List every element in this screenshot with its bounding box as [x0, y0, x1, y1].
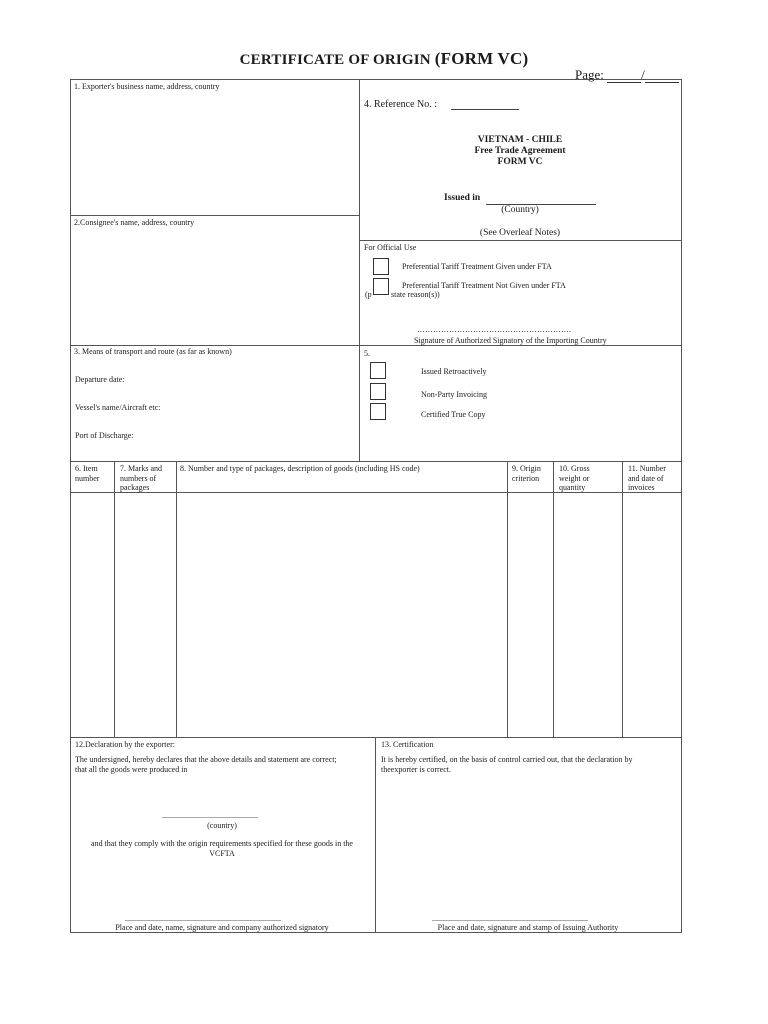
- option-certified-true-copy: Certified True Copy: [421, 410, 486, 419]
- option-issued-retroactively: Issued Retroactively: [421, 367, 487, 376]
- overleaf-note: (See Overleaf Notes): [479, 228, 561, 238]
- reason-prefix: (p: [365, 290, 372, 299]
- country-caption: (Country): [501, 205, 539, 215]
- divider-row4: [70, 737, 682, 738]
- box12-text3: and that they comply with the origin requirements specified for these goods in the: [91, 839, 353, 848]
- official-signature-dots: ………………………………………………….: [417, 325, 571, 334]
- box5-label: 5.: [364, 349, 370, 358]
- col-marks-header: [120, 464, 162, 493]
- title-main: CERTIFICATE OF ORIGIN: [239, 52, 431, 68]
- reason-suffix: state reason(s)): [391, 290, 440, 299]
- col-invoices-header: [628, 464, 666, 493]
- box12-label: 12.Declaration by the exporter:: [75, 740, 175, 749]
- box13-text1: It is hereby certified, on the basis of control carried out, that the declaration by: [381, 755, 633, 764]
- box12-signature-dots: ..............................................................................: [125, 914, 281, 923]
- option-treatment-not-given: Preferential Tariff Treatment Not Given under FTA: [402, 281, 566, 290]
- col9-line2: criterion: [512, 473, 540, 483]
- checkbox-issued-retroactively[interactable]: [370, 362, 386, 379]
- agreement-line1: VIETNAM - CHILE: [477, 135, 563, 145]
- box12-country-dots: ................................................: [162, 811, 258, 820]
- col-weight-header: [559, 464, 590, 493]
- option-non-party-invoicing: Non-Party Invoicing: [421, 390, 487, 399]
- box13-text2: theexporter is correct.: [381, 765, 451, 774]
- box13-label: 13. Certification: [381, 740, 434, 749]
- divider-row3: [70, 461, 682, 462]
- page-separator: /: [641, 67, 645, 82]
- box13-signature-dots: ..............................................................................: [432, 914, 588, 923]
- divider-vertical-top: [359, 79, 360, 461]
- port-of-discharge-label: Port of Discharge:: [75, 431, 134, 440]
- departure-date-label: Departure date:: [75, 375, 125, 384]
- page-label: Page:: [575, 67, 604, 82]
- box12-text1: The undersigned, hereby declares that the above details and statement are correct;: [75, 755, 337, 764]
- col11-line2: and date of: [628, 473, 664, 483]
- col6-line2: number: [75, 473, 100, 483]
- col7-line3: packages: [120, 483, 150, 492]
- divider-box4-official: [359, 240, 682, 241]
- col11-line3: invoices: [628, 483, 655, 492]
- col9-line1: 9. Origin: [512, 464, 541, 473]
- col-origin-header: [512, 464, 541, 483]
- issued-in-label: Issued in: [444, 193, 481, 203]
- divider-col7: [176, 461, 177, 737]
- form-frame: [70, 79, 682, 933]
- box12-caption: Place and date, name, signature and company authorized signatory: [115, 923, 329, 932]
- box12-text4: VCFTA: [209, 849, 235, 858]
- agreement-line2: Free Trade Agreement: [474, 146, 566, 156]
- reference-label: 4. Reference No. :: [364, 99, 438, 110]
- col11-line1: 11. Number: [628, 464, 666, 473]
- divider-col9: [553, 461, 554, 737]
- divider-box1-box2: [70, 215, 359, 216]
- checkbox-treatment-not-given[interactable]: [373, 278, 389, 295]
- checkbox-certified-true-copy[interactable]: [370, 403, 386, 420]
- divider-col10: [622, 461, 623, 737]
- box12-text2: that all the goods were produced in: [75, 765, 188, 774]
- checkbox-non-party-invoicing[interactable]: [370, 383, 386, 400]
- col6-line1: 6. Item: [75, 464, 98, 473]
- box12-country-caption: (country): [207, 821, 237, 830]
- box3-label: 3. Means of transport and route (as far as known): [74, 347, 232, 356]
- col10-line1: 10. Gross: [559, 464, 590, 473]
- col-description-header: 8. Number and type of packages, description of goods (including HS code): [180, 464, 420, 473]
- option-treatment-given: Preferential Tariff Treatment Given under FTA: [402, 262, 552, 271]
- box1-label: 1. Exporter's business name, address, country: [74, 82, 220, 91]
- divider-col6: [114, 461, 115, 737]
- box2-label: 2.Consignee's name, address, country: [74, 218, 195, 227]
- col-item-number-header: [75, 464, 99, 483]
- col7-line1: 7. Marks and: [120, 464, 162, 473]
- reference-number-field[interactable]: [451, 109, 519, 110]
- official-signature-caption: Signature of Authorized Signatory of the Importing Country: [414, 336, 607, 345]
- divider-box12-box13: [375, 737, 376, 933]
- vessel-name-label: Vessel's name/Aircraft etc:: [75, 403, 161, 412]
- col10-line3: quantity: [559, 483, 586, 492]
- official-use-label: For Official Use: [364, 243, 417, 252]
- col7-line2: numbers of: [120, 473, 157, 483]
- title-form: (FORM VC): [434, 49, 529, 68]
- col10-line2: weight or: [559, 473, 590, 483]
- divider-col8: [507, 461, 508, 737]
- box13-caption: Place and date, signature and stamp of Issuing Authority: [437, 923, 619, 932]
- checkbox-treatment-given[interactable]: [373, 258, 389, 275]
- agreement-line3: FORM VC: [497, 157, 543, 167]
